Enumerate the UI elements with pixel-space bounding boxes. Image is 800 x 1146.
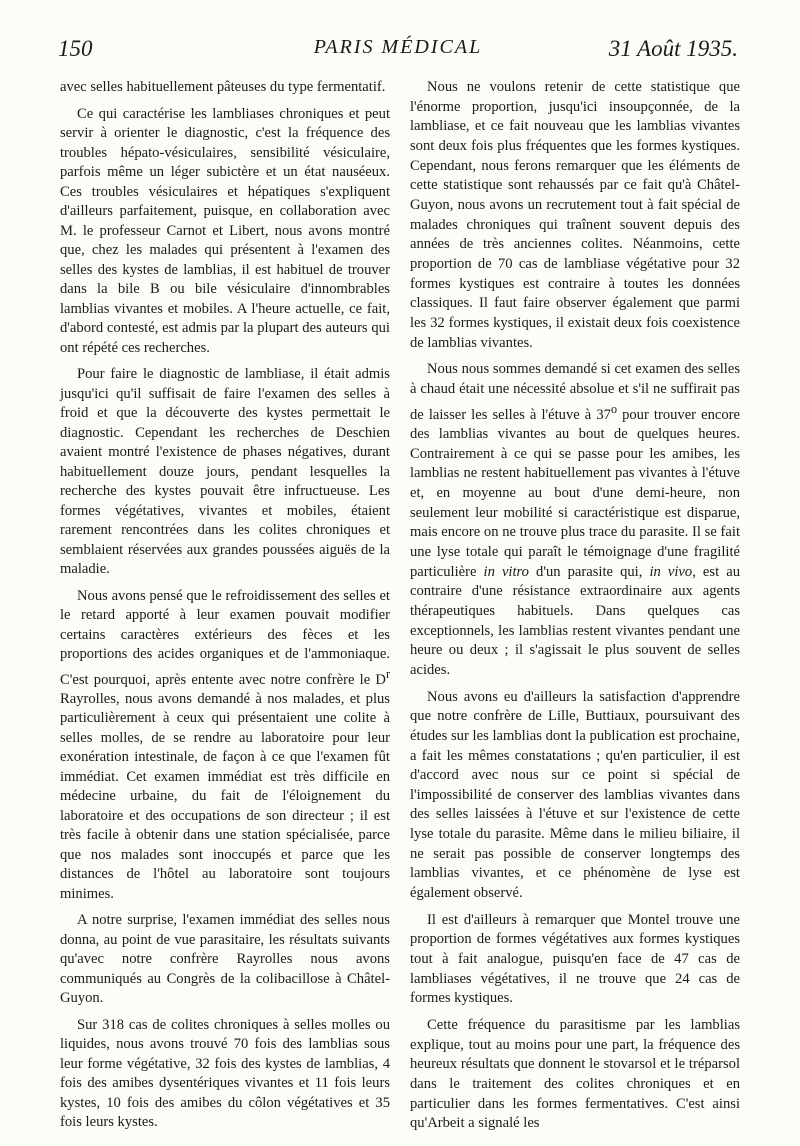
paragraph: Nous avons eu d'ailleurs la satisfaction d'apprendre que notre confrère de Lille, Buttiaux, poursuivant des études sur les lamblias dont la publication est prochaine, a fait les mêmes constatations ; qu'en particulier, il est d'accord avec nous sur ce point si spécial de l'impossibilité de conserver des lamblias vivantes dans des selles laissées à l'étuve et sur l'existence de cette lyse totale du parasite. Même dans le milieu biliaire, il ne serait pas possible de conserver longtemps des lamblias vivantes, et ce phénomène de lyse est également observé. — [410, 688, 740, 902]
paragraph: Sur 318 cas de colites chroniques à selles molles ou liquides, nous avons trouvé 70 fois des lamblias sous leur forme végétative, 32 fois des kystes de lamblias, 4 fois des amibes dysentériques vivantes et 11 fois leurs kystes, 10 fois des amibes du côlon végétatives et 35 fois leurs kystes. — [60, 1016, 390, 1131]
paragraph: Pour faire le diagnostic de lambliase, il était admis jusqu'ici qu'il suffisait de faire l'examen des selles à froid et que la découverte des kystes permettait le diagnostic. Cependant les recherches de Deschien avaient montré l'existence de phases négatives, durant habituellement douze jours, pendant lesquelles la recherche des kystes pouvait être infructueuse. Les formes végétatives, vivantes et mobiles, étaient rarement rencontrées dans les colites chroniques et semblaient réservées aux grandes poussées aiguës de la maladie. — [60, 366, 390, 577]
page-header — [58, 28, 738, 68]
paragraph: Nous avons pensé que le refroidissement des selles et le retard apporté à leur examen pouvait modifier certains caractères extérieurs des fèces et les proportions des acides organiques et de l'ammoniaque. C'est pourquoi, après entente avec notre confrère le $D^r$ Rayrolles, nous avons demandé à nos malades, et plus particulièrement à ceux qui présentaient une colite à selles molles, de se rendre au laboratoire pour leur exonération intestinale, de façon à ce que l'examen fût immédiat. Cet examen immédiat est très difficile en médecine urbaine, du fait de l'éloignement du laboratoire et des occupations de son directeur ; il est très facile à obtenir dans une station spécialisée, parce que nos malades sont inoccupés et parce que les distances de l'hôtel au laboratoire sont toujours minimes. — [60, 587, 390, 902]
paragraph: Cette fréquence du parasitisme par les lamblias explique, tout au moins pour une part, la fréquence des heureux résultats que donnent le stovarsol et le tréparsol dans le traitement des colites chroniques et en particulier dans les formes fermentatives. C'est ainsi qu'Arbeit a signalé les — [410, 1017, 740, 1132]
issue-date: 31 Août 1935. — [608, 36, 738, 61]
right-column — [410, 78, 740, 1134]
paragraph: Nous nous sommes demandé si cet examen des selles à chaud était une nécessité absolue et s'il ne suffirait pas de laisser les selles à l'étuve à 37$^o$ pour trouver encore des lamblias vivantes au bout de quelques heures. Contrairement à ce qui se passe pour les amibes, les lamblias ne restent habituellement pas vivantes à l'étuve et, en moyenne au bout d'une demi-heure, non seulement leur mobilité si caractéristique est disparue, mais encore on ne trouve plus trace du parasite. Il se fait une lyse totale qui paraît le témoignage d'une fragilité particulière in vitro d'un parasite qui, in vivo, est au contraire d'une résistance extraordinaire aux agents thérapeutiques habituels. Dans quelques cas exceptionnels, les lamblias restent vivantes pendant une heure ou deux ; il s'agissait le plus souvent de selles acides. — [410, 361, 740, 678]
paragraph: avec selles habituellement pâteuses du type fermentatif. — [60, 79, 386, 95]
left-column — [60, 78, 390, 1133]
paragraph: A notre surprise, l'examen immédiat des selles nous donna, au point de vue parasitaire, les résultats suivants qu'avec notre confrère Rayrolles nous avons communiqués au Congrès de la colibacillose à Châtel-Guyon. — [60, 912, 390, 1007]
paragraph: Nous ne voulons retenir de cette statistique que l'énorme proportion, jusqu'ici insoupçonnée, de la lambliase, et ce fait nouveau que les lamblias vivantes sont deux fois plus fréquentes que les formes kystiques. Cependant, nous ferons remarquer que les éléments de cette statistique sont rehaussés par ce fait qu'à Châtel-Guyon, nous avons un recrutement tout à fait spécial de malades chroniques qui traînent souvent depuis des années de très anciennes colites. Néanmoins, cette proportion de 70 cas de lambliase végétative pour 32 formes kystiques est contraire à toutes les données classiques. Il faut faire observer également que parmi les 32 formes kystiques, il existait deux fois coexistence de lamblias vivantes. — [410, 79, 740, 351]
paragraph: Ce qui caractérise les lambliases chroniques et peut servir à orienter le diagnostic, c'est la fréquence des troubles hépato-vésiculaires, sensibilité vésiculaire, parfois même un léger subictère et un état nauséeux. Ces troubles vésiculaires et hépatiques s'expliquent d'ailleurs parfaitement, puisque, en collaboration avec M. le professeur Carnot et Libert, nous avons montré que, chez les malades qui présentent à l'examen des selles des kystes de lamblias, il est habituel de trouver dans la bile B ou bile vésiculaire d'innombrables lamblias vivantes et mobiles. A l'heure actuelle, ce fait, d'abord contesté, est admis par la plupart des auteurs qui ont répété ces recherches. — [60, 105, 390, 356]
page-number: 150 — [58, 36, 93, 61]
paragraph: Il est d'ailleurs à remarquer que Montel trouve une proportion de formes végétatives aux formes kystiques tout à fait analogue, puisqu'en face de 47 cas de lambliases végétatives, il ne trouve que 24 cas de formes kystiques. — [410, 911, 740, 1007]
journal-title: PARIS MÉDICAL — [313, 36, 483, 58]
